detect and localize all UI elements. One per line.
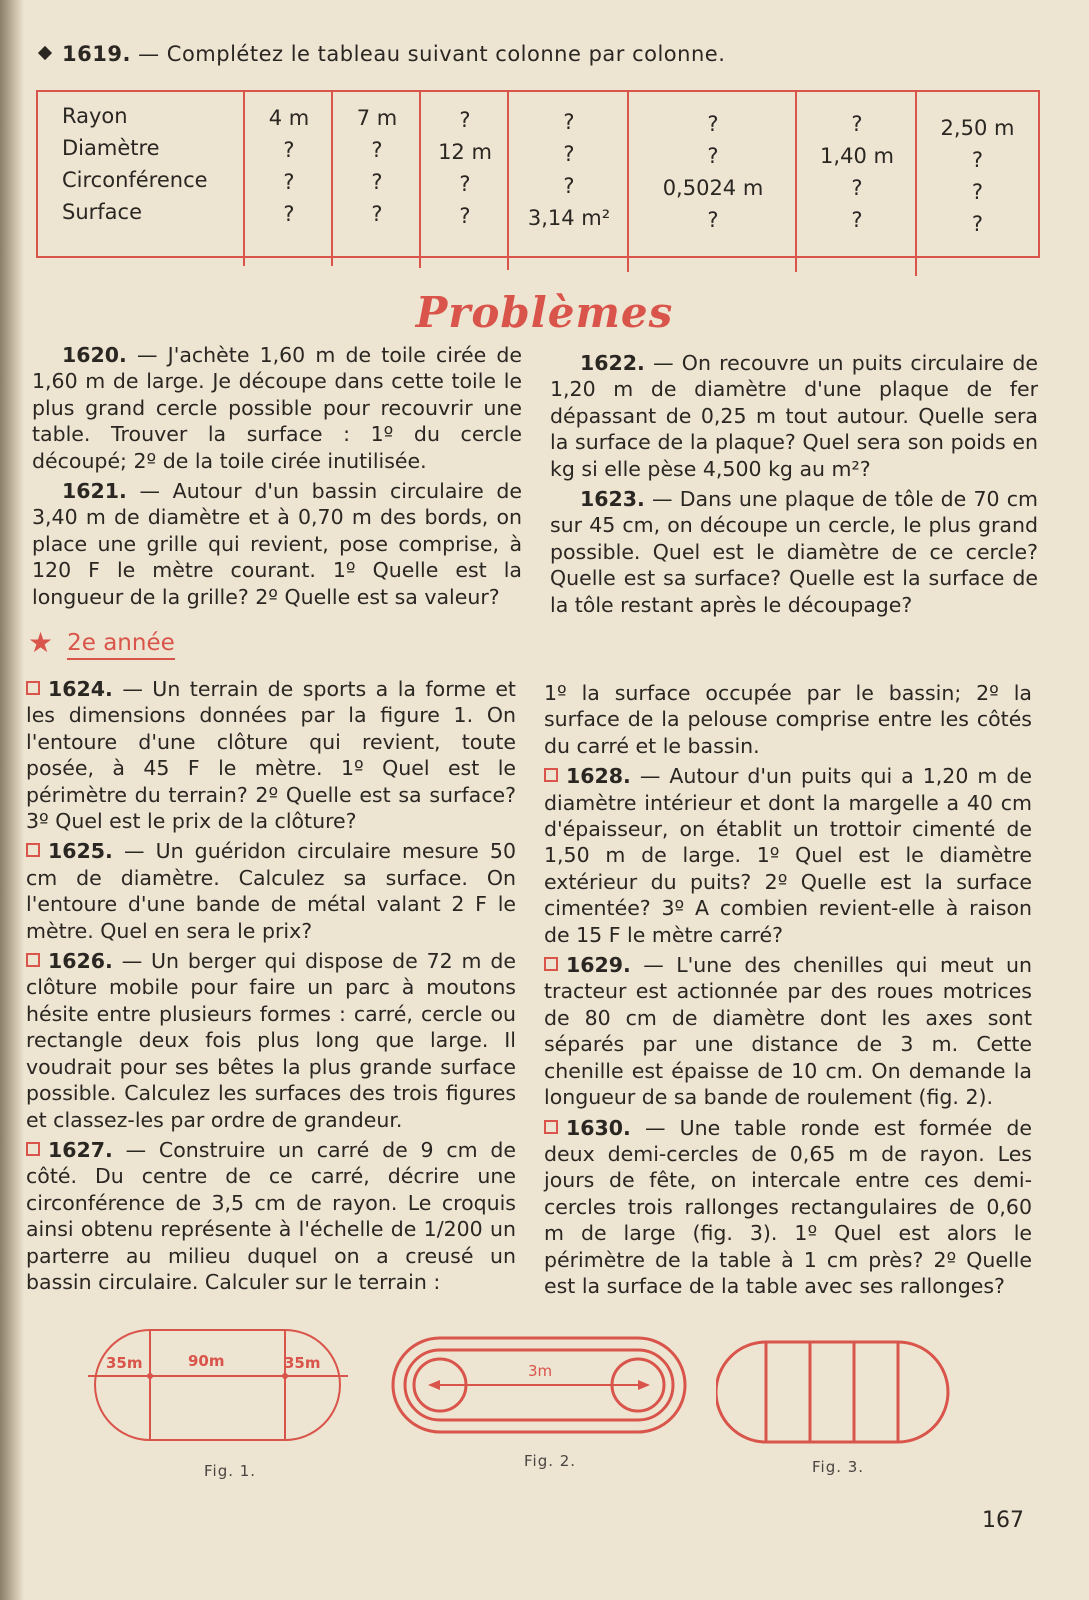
problems-top-right [550, 350, 1038, 622]
page-number: 167 [982, 1508, 1024, 1533]
row-label: Diamètre [62, 136, 160, 160]
dimension-label-middle: 90m [188, 1352, 225, 1370]
square-marker-icon [26, 1142, 40, 1156]
square-marker-icon [26, 681, 40, 695]
table-cell: ? [707, 112, 719, 136]
table-column [795, 92, 917, 272]
table-column [243, 92, 333, 266]
problem-number: 1630. [566, 1115, 631, 1140]
problem-text: — L'une des chenilles qui meut un tracteur est actionnée par des roues motrices de 80 cm de diamètre dont les axes sont séparés par une distance de 3 m. Cette chenille est épaisse de 10 cm. On demande la longueur de sa bande de roulement (fig. 2). [544, 953, 1032, 1110]
figure-3-caption: Fig. 3. [812, 1458, 865, 1476]
square-marker-icon [26, 843, 40, 857]
figure-3-extended-table [716, 1336, 956, 1446]
table-column [915, 92, 1038, 276]
exercise-heading [40, 42, 725, 66]
fill-in-table [36, 90, 1040, 258]
table-cell: ? [971, 148, 984, 172]
table-cell: ? [851, 208, 863, 232]
page-binding-shadow [0, 0, 24, 1600]
year-section-heading [28, 626, 175, 659]
field-center-left [147, 1373, 153, 1379]
exercise-text: — Complétez le tableau suivant colonne par colonne. [138, 42, 726, 66]
table-column [627, 92, 797, 272]
problem-1622 [550, 350, 1038, 482]
table-cell: ? [971, 212, 984, 236]
diamond-bullet-icon [38, 46, 52, 60]
figure-2-caption: Fig. 2. [524, 1452, 577, 1470]
problem-text: — Autour d'un bassin circulaire de 3,40 m de diamètre et à 0,70 m des bords, on place une grille qui revient, pose comprise, à 120 F le mètre courant. 1º Quelle est la longueur de la grille? 2º Quelle est sa valeur? [32, 479, 522, 609]
problem-number: 1625. [48, 839, 113, 864]
section-title: Problèmes [415, 288, 674, 337]
table-cell: 12 m [438, 140, 492, 164]
problem-1627 [26, 1137, 516, 1295]
table-cell: 7 m [356, 106, 398, 130]
problems-bottom-left [26, 676, 516, 1299]
problem-text: — Une table ronde est formée de deux demi-cercles de 0,65 m de rayon. Les jours de fête, on intercale entre ces demi-cercles trois rallonges rectangulaires de 0,60 m de large (fig. 3). 1º Quel est alors le périmètre de la table à 1 cm près? 2º Quelle est la surface de la table avec ses rallonges? [544, 1115, 1032, 1298]
problem-text: — Un guéridon circulaire mesure 50 cm de diamètre. Calculez sa surface. On l'entoure d'une bande de métal valant 2 F le mètre. Quel en sera le prix? [26, 839, 516, 943]
table-cell: 3,14 m² [527, 206, 611, 230]
problem-text: — Un berger qui dispose de 72 m de clôture mobile pour faire un parc à moutons hésite entre plusieurs formes : carré, cercle ou rectangle deux fois plus long que large. Il voudrait pour ses bêtes la plus grande surface possible. Calculez les surfaces des trois figures et classez-les par ordre de grandeur. [26, 949, 516, 1132]
problem-number: 1620. [62, 343, 127, 367]
problem-text: — J'achète 1,60 m de toile cirée de 1,60 m de large. Je découpe dans cette toile le plus grand cercle possible pour recouvrir une table. Trouver la surface : 1º du cercle découpé; 2º de la toile cirée inutilisée. [32, 343, 522, 473]
table-cell: ? [283, 202, 295, 226]
row-label: Rayon [62, 104, 128, 128]
table-column [331, 92, 421, 266]
figure-2-tractor-track [388, 1330, 698, 1440]
table-column [419, 92, 509, 268]
row-label: Circonférence [62, 168, 208, 192]
problem-1623 [550, 486, 1038, 618]
table-outline [716, 1342, 948, 1442]
problem-1625 [26, 838, 516, 944]
problems-top-left [32, 342, 522, 614]
star-icon: ★ [28, 626, 54, 659]
square-marker-icon [544, 1120, 558, 1134]
problems-bottom-right [544, 680, 1032, 1303]
square-marker-icon [26, 953, 40, 967]
exercise-number: 1619. [62, 42, 131, 66]
problem-1628 [544, 763, 1032, 948]
figure-1-sports-field [80, 1320, 360, 1450]
problem-number: 1629. [566, 953, 631, 978]
table-cell: ? [707, 144, 719, 168]
dimension-label-right: 35m [284, 1354, 321, 1372]
table-cell: ? [371, 170, 383, 194]
table-cell: 1,40 m [820, 144, 894, 168]
table-cell: ? [851, 112, 863, 136]
square-marker-icon [544, 768, 558, 782]
field-center-right [282, 1373, 288, 1379]
table-cell: ? [563, 110, 575, 134]
table-cell: ? [459, 204, 471, 228]
problem-1620 [32, 342, 522, 474]
problem-text: — On recouvre un puits circulaire de 1,20 m de diamètre d'une plaque de fer dépassant de 0,25 m tout autour. Quelle sera la surface de la plaque? Quel sera son poids en kg si elle pèse 4,500 kg au m²? [550, 351, 1038, 481]
problem-text: — Dans une plaque de tôle de 70 cm sur 45 cm, on découpe un cercle, le plus grand possible. Quel est le diamètre de ce cercle? Quelle est sa surface? Quelle est la surface de la tôle restant après le découpage? [550, 487, 1038, 617]
table-cell: 4 m [268, 106, 310, 130]
problem-number: 1622. [580, 351, 645, 375]
table-cell: ? [371, 138, 383, 162]
problem-1621 [32, 478, 522, 610]
section-label: 2e année [67, 630, 175, 660]
problem-1629 [544, 952, 1032, 1110]
figure-1-caption: Fig. 1. [204, 1462, 257, 1480]
table-cell: 2,50 m [940, 116, 1015, 140]
problem-1630 [544, 1115, 1032, 1300]
dimension-label-left: 35m [106, 1354, 143, 1372]
table-cell: ? [971, 180, 984, 204]
table-column [507, 92, 629, 270]
table-cell: ? [459, 108, 471, 132]
table-cell: ? [707, 208, 719, 232]
problem-number: 1627. [48, 1137, 113, 1162]
problem-1626 [26, 948, 516, 1133]
field-outline [95, 1330, 340, 1440]
problem-number: 1623. [580, 487, 645, 512]
problem-number: 1624. [48, 677, 113, 701]
arrow-left-icon [428, 1380, 440, 1390]
table-cell: ? [563, 174, 575, 198]
problem-number: 1626. [48, 949, 113, 974]
table-cell: ? [371, 202, 383, 226]
table-cell: ? [283, 138, 295, 162]
table-cell: ? [563, 142, 575, 166]
problem-number: 1628. [566, 764, 631, 789]
problem-number: 1621. [62, 479, 127, 504]
table-cell: 0,5024 m [662, 176, 764, 200]
row-label: Surface [62, 200, 143, 224]
table-row-labels [62, 100, 208, 264]
problem-1624 [26, 676, 516, 834]
problem-text: — Autour d'un puits qui a 1,20 m de diamètre intérieur et dont la margelle a 40 cm d'épaisseur, on établit un trottoir cimenté de 1,50 m de large. 1º Quel est le diamètre extérieur du puits? 2º Quelle est la surface cimentée? 3º A combien revient-elle à raison de 15 F le mètre carré? [544, 764, 1032, 947]
problem-1627-continued: 1º la surface occupée par le bassin; 2º la surface de la pelouse comprise entre les côtés du carré et le bassin. [544, 681, 1032, 758]
arrow-right-icon [638, 1380, 650, 1390]
table-cell: ? [459, 172, 471, 196]
square-marker-icon [544, 957, 558, 971]
problem-text: — Construire un carré de 9 cm de côté. Du centre de ce carré, décrire une circonférence de 3,5 cm de rayon. Le croquis ainsi obtenu représente à l'échelle de 1/200 un parterre au milieu duquel on a creusé un bassin circulaire. Calculer sur le terrain : [26, 1137, 516, 1294]
table-cell: ? [283, 170, 295, 194]
axle-distance-label: 3m [528, 1362, 553, 1380]
problem-text: — Un terrain de sports a la forme et les dimensions données par la figure 1. On l'entoure d'une clôture qui revient, toute posée, à 45 F le mètre. 1º Quel est le périmètre du terrain? 2º Quelle est sa surface? 3º Quel est le prix de la clôture? [26, 677, 516, 834]
table-cell: ? [851, 176, 863, 200]
